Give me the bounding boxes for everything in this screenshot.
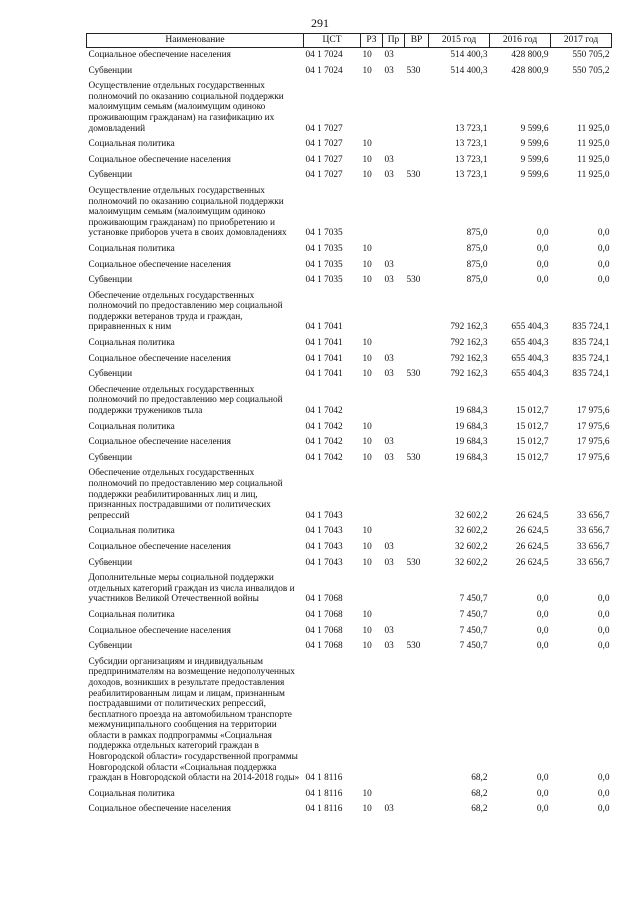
row-name: Субвенции (88, 65, 133, 76)
table-row (87, 624, 612, 640)
table-row (87, 383, 612, 420)
row-name: Социальное обеспечение населения (88, 804, 231, 815)
row-value-2016: 0,0 (536, 243, 549, 254)
row-vr (405, 258, 429, 274)
row-cst: 04 1 7042 (305, 406, 343, 417)
row-rz: 10 (362, 259, 372, 270)
row-value-2015: 514 400,3 (450, 50, 488, 60)
header-rz: РЗ (361, 34, 383, 48)
row-cst: 04 1 8116 (305, 804, 343, 815)
row-pr: 03 (384, 259, 394, 270)
row-vr (405, 540, 429, 556)
row-value-2015: 32 602,2 (454, 510, 488, 521)
row-cst: 04 1 7035 (305, 275, 343, 286)
row-name: Субсидии организациям и индивидуальным предпринимателям на возмещение недополученных доходов, возникших в результате предоставления реабилитированным лицам и лицам, признанным пострадавшими от политических репрессий, бесплатного проезда на автомобильном транспорте межмуниципального сообщения на территории области в рамках подпрограммы «Социальная поддержка отдельных категорий граждан в Новгородской области» государственной программы Новгородской области «Социальная поддержка граждан в Новгородской области на 2014-2018 годы» (88, 656, 300, 784)
row-value-2015: 68,2 (471, 804, 488, 815)
row-pr: 03 (384, 557, 394, 568)
row-rz (361, 571, 383, 608)
row-name: Субвенции (88, 369, 133, 380)
row-vr: 530 (406, 641, 421, 652)
budget-table (86, 33, 612, 818)
table-row (87, 168, 612, 184)
row-cst: 04 1 7035 (305, 228, 343, 239)
row-pr: 03 (384, 452, 394, 463)
table-row (87, 655, 612, 787)
row-value-2017: 0,0 (597, 625, 610, 636)
row-vr: 530 (406, 170, 421, 181)
row-value-2015: 7 450,7 (459, 641, 488, 652)
row-value-2017: 835 724,1 (572, 322, 610, 333)
table-row (87, 352, 612, 368)
row-value-2016: 428 800,9 (511, 65, 549, 76)
row-rz: 10 (362, 338, 372, 349)
header-pr: Пр (383, 34, 405, 48)
row-value-2015: 19 684,3 (454, 421, 488, 432)
row-value-2016: 9 599,6 (520, 170, 549, 181)
row-name: Социальная политика (88, 788, 175, 799)
row-cst: 04 1 7042 (305, 421, 343, 432)
row-value-2017: 0,0 (597, 773, 610, 784)
row-vr: 530 (406, 557, 421, 568)
row-value-2016: 428 800,9 (511, 50, 549, 60)
row-value-2015: 875,0 (466, 228, 488, 239)
row-value-2015: 514 400,3 (450, 65, 488, 76)
row-cst: 04 1 7043 (305, 526, 343, 537)
row-rz: 10 (362, 609, 372, 620)
row-pr (383, 608, 405, 624)
row-rz: 10 (362, 541, 372, 552)
row-value-2015: 13 723,1 (454, 139, 488, 150)
row-vr (405, 624, 429, 640)
row-rz: 10 (362, 557, 372, 568)
row-value-2015: 13 723,1 (454, 123, 488, 134)
table-row (87, 289, 612, 336)
table-row (87, 273, 612, 289)
table-row (87, 420, 612, 436)
row-value-2017: 11 925,0 (577, 154, 610, 165)
row-value-2015: 19 684,3 (454, 437, 488, 448)
row-rz: 10 (362, 641, 372, 652)
row-cst: 04 1 7027 (305, 139, 343, 150)
row-cst: 04 1 7024 (305, 65, 343, 76)
row-pr: 03 (384, 65, 394, 76)
row-rz (361, 184, 383, 242)
row-name: Социальная политика (88, 139, 175, 150)
row-cst: 04 1 7041 (305, 338, 343, 349)
row-cst: 04 1 7041 (305, 353, 343, 364)
table-row (87, 184, 612, 242)
table-row (87, 639, 612, 655)
row-value-2017: 0,0 (597, 609, 610, 620)
row-name: Дополнительные меры социальной поддержки отдельных категорий граждан из числа инвалидов и участников Великой Отечественной войны (88, 573, 295, 605)
row-cst: 04 1 7027 (305, 170, 343, 181)
row-value-2017: 0,0 (597, 641, 610, 652)
row-vr: 530 (406, 452, 421, 463)
row-cst: 04 1 7035 (305, 259, 343, 270)
row-pr (383, 242, 405, 258)
row-pr: 03 (384, 541, 394, 552)
row-value-2016: 26 624,5 (515, 510, 549, 521)
page-number: 291 (311, 16, 329, 30)
row-value-2015: 875,0 (466, 259, 488, 270)
row-value-2017: 0,0 (597, 788, 610, 799)
row-cst: 04 1 7024 (305, 50, 343, 60)
row-value-2016: 655 404,3 (511, 322, 549, 333)
header-cst: ЦСТ (304, 34, 361, 48)
row-value-2015: 7 450,7 (459, 625, 488, 636)
row-rz: 10 (362, 625, 372, 636)
table-row (87, 571, 612, 608)
row-name: Обеспечение отдельных государственных полномочий по предоставлению мер социальной поддержки ветеранов труда и граждан, приравненных к ним (88, 290, 283, 333)
row-cst: 04 1 7027 (305, 154, 343, 165)
row-pr (383, 420, 405, 436)
row-rz: 10 (362, 421, 372, 432)
row-value-2016: 9 599,6 (520, 154, 549, 165)
header-2016: 2016 год (490, 34, 551, 48)
row-name: Социальная политика (88, 421, 175, 432)
row-cst: 04 1 7041 (305, 369, 343, 380)
row-rz: 10 (362, 437, 372, 448)
table-row (87, 242, 612, 258)
row-value-2015: 32 602,2 (454, 526, 488, 537)
row-value-2016: 0,0 (536, 228, 549, 239)
row-rz: 10 (362, 154, 372, 165)
row-rz: 10 (362, 275, 372, 286)
row-name: Социальное обеспечение населения (88, 154, 231, 165)
row-value-2015: 7 450,7 (459, 594, 488, 605)
table-row (87, 540, 612, 556)
row-name: Субвенции (88, 275, 133, 286)
table-row (87, 367, 612, 383)
row-value-2016: 655 404,3 (511, 353, 549, 364)
row-value-2017: 11 925,0 (577, 123, 610, 134)
row-value-2017: 0,0 (597, 275, 610, 286)
row-value-2015: 875,0 (466, 243, 488, 254)
row-rz (361, 466, 383, 524)
row-vr (405, 608, 429, 624)
row-rz (361, 289, 383, 336)
row-value-2016: 15 012,7 (515, 421, 549, 432)
row-cst: 04 1 8116 (305, 788, 343, 799)
row-pr (383, 524, 405, 540)
table-row (87, 336, 612, 352)
row-cst: 04 1 7027 (305, 123, 343, 134)
row-vr (405, 336, 429, 352)
table-row (87, 64, 612, 80)
row-value-2017: 33 656,7 (576, 510, 610, 521)
row-rz: 10 (362, 369, 372, 380)
table-row (87, 556, 612, 572)
row-cst: 04 1 7043 (305, 510, 343, 521)
header-2017: 2017 год (551, 34, 612, 48)
row-rz (361, 383, 383, 420)
row-value-2016: 15 012,7 (515, 452, 549, 463)
row-vr (405, 79, 429, 137)
row-cst: 04 1 7068 (305, 609, 343, 620)
row-name: Социальная политика (88, 338, 175, 349)
row-rz: 10 (362, 526, 372, 537)
row-pr: 03 (384, 641, 394, 652)
row-name: Обеспечение отдельных государственных полномочий по предоставлению мер социальной поддержки тружеников тыла (88, 384, 283, 417)
row-vr (405, 383, 429, 420)
row-value-2015: 13 723,1 (454, 154, 488, 165)
row-rz: 10 (362, 65, 372, 76)
table-row (87, 435, 612, 451)
row-pr (383, 336, 405, 352)
table-body (87, 48, 612, 819)
row-vr (405, 466, 429, 524)
row-value-2017: 0,0 (597, 259, 610, 270)
row-vr: 530 (406, 65, 421, 76)
row-vr (405, 289, 429, 336)
row-value-2016: 9 599,6 (520, 139, 549, 150)
row-value-2017: 11 925,0 (577, 170, 610, 181)
row-vr (405, 420, 429, 436)
row-value-2016: 9 599,6 (520, 123, 549, 134)
row-value-2016: 0,0 (536, 773, 549, 784)
row-name: Социальное обеспечение населения (88, 259, 231, 270)
row-name: Обеспечение отдельных государственных полномочий по предоставлению мер социальной поддержки реабилитированных лиц и лиц, признанных пострадавшими от политических репрессий (88, 468, 283, 521)
row-rz: 10 (362, 139, 372, 150)
table-row (87, 48, 612, 64)
row-rz: 10 (362, 50, 372, 60)
table-row (87, 608, 612, 624)
row-rz (361, 655, 383, 787)
row-pr: 03 (384, 369, 394, 380)
row-value-2015: 792 162,3 (450, 338, 488, 349)
row-value-2015: 32 602,2 (454, 541, 488, 552)
row-name: Субвенции (88, 170, 133, 181)
row-vr (405, 352, 429, 368)
row-cst: 04 1 7068 (305, 594, 343, 605)
row-name: Социальная политика (88, 526, 175, 537)
row-name: Социальное обеспечение населения (88, 353, 231, 364)
row-value-2016: 26 624,5 (515, 526, 549, 537)
table-row (87, 137, 612, 153)
row-pr: 03 (384, 353, 394, 364)
row-value-2016: 0,0 (536, 609, 549, 620)
row-value-2016: 0,0 (536, 641, 549, 652)
row-value-2016: 26 624,5 (515, 541, 549, 552)
table-row (87, 79, 612, 137)
row-value-2017: 0,0 (597, 594, 610, 605)
row-value-2016: 15 012,7 (515, 406, 549, 417)
row-value-2017: 33 656,7 (576, 557, 610, 568)
row-value-2015: 13 723,1 (454, 170, 488, 181)
row-value-2016: 0,0 (536, 259, 549, 270)
table-row (87, 153, 612, 169)
row-value-2015: 7 450,7 (459, 609, 488, 620)
row-value-2016: 15 012,7 (515, 437, 549, 448)
row-pr (383, 184, 405, 242)
row-value-2015: 19 684,3 (454, 452, 488, 463)
row-vr (405, 524, 429, 540)
row-pr: 03 (384, 275, 394, 286)
row-value-2015: 68,2 (471, 773, 488, 784)
row-rz (361, 79, 383, 137)
row-value-2015: 19 684,3 (454, 406, 488, 417)
row-value-2016: 0,0 (536, 788, 549, 799)
row-rz: 10 (362, 804, 372, 815)
row-pr: 03 (384, 154, 394, 165)
row-value-2017: 550 705,2 (572, 65, 610, 76)
row-value-2016: 26 624,5 (515, 557, 549, 568)
row-value-2016: 0,0 (536, 275, 549, 286)
row-value-2017: 0,0 (597, 243, 610, 254)
row-vr (405, 787, 429, 803)
row-value-2015: 792 162,3 (450, 369, 488, 380)
table-row (87, 258, 612, 274)
table-row (87, 787, 612, 803)
row-value-2016: 655 404,3 (511, 369, 549, 380)
row-pr (383, 289, 405, 336)
row-value-2015: 792 162,3 (450, 322, 488, 333)
row-rz: 10 (362, 170, 372, 181)
row-vr (405, 655, 429, 787)
row-value-2017: 0,0 (597, 228, 610, 239)
row-name: Осуществление отдельных государственных полномочий по оказанию социальной поддержки малоимущим семьям (малоимущим одиноко проживающим гражданам) по приобретению и установке приборов учета в своих домовладениях (88, 185, 287, 239)
row-vr: 530 (406, 275, 421, 286)
row-cst: 04 1 8116 (305, 773, 343, 784)
row-value-2015: 792 162,3 (450, 353, 488, 364)
row-cst: 04 1 7035 (305, 243, 343, 254)
table-row (87, 524, 612, 540)
row-value-2017: 17 975,6 (576, 406, 610, 417)
row-vr (405, 435, 429, 451)
row-vr (405, 184, 429, 242)
row-name: Социальное обеспечение населения (88, 625, 231, 636)
row-pr (383, 655, 405, 787)
row-pr (383, 787, 405, 803)
row-vr: 530 (406, 369, 421, 380)
row-rz: 10 (362, 452, 372, 463)
row-rz: 10 (362, 243, 372, 254)
row-name: Осуществление отдельных государственных полномочий по оказанию социальной поддержки малоимущим семьям (малоимущим одиноко проживающим гражданам) на газификацию их домовладений (88, 81, 284, 134)
table-header-row (87, 34, 612, 48)
row-value-2015: 875,0 (466, 275, 488, 286)
row-vr (405, 48, 429, 64)
row-name: Субвенции (88, 452, 133, 463)
row-vr (405, 242, 429, 258)
row-value-2017: 17 975,6 (576, 421, 610, 432)
row-name: Социальное обеспечение населения (88, 50, 231, 60)
row-value-2017: 33 656,7 (576, 526, 610, 537)
row-value-2017: 17 975,6 (576, 437, 610, 448)
table-row (87, 451, 612, 467)
row-pr: 03 (384, 804, 394, 815)
row-value-2017: 17 975,6 (576, 452, 610, 463)
row-pr (383, 79, 405, 137)
table-row (87, 802, 612, 818)
row-value-2017: 0,0 (597, 804, 610, 815)
row-value-2015: 32 602,2 (454, 557, 488, 568)
row-name: Субвенции (88, 557, 133, 568)
header-2015: 2015 год (429, 34, 490, 48)
row-value-2015: 68,2 (471, 788, 488, 799)
row-name: Социальная политика (88, 609, 175, 620)
row-rz: 10 (362, 788, 372, 799)
header-vr: ВР (405, 34, 429, 48)
row-value-2017: 11 925,0 (577, 139, 610, 150)
row-cst: 04 1 7043 (305, 557, 343, 568)
row-cst: 04 1 7043 (305, 541, 343, 552)
row-vr (405, 137, 429, 153)
row-name: Социальная политика (88, 243, 175, 254)
row-cst: 04 1 7042 (305, 437, 343, 448)
row-rz: 10 (362, 353, 372, 364)
row-name: Социальное обеспечение населения (88, 437, 231, 448)
row-pr (383, 466, 405, 524)
row-value-2017: 835 724,1 (572, 353, 610, 364)
row-cst: 04 1 7042 (305, 452, 343, 463)
header-name: Наименование (87, 34, 304, 48)
row-pr: 03 (384, 437, 394, 448)
row-value-2017: 835 724,1 (572, 338, 610, 349)
row-cst: 04 1 7068 (305, 641, 343, 652)
row-vr (405, 153, 429, 169)
row-cst: 04 1 7041 (305, 322, 343, 333)
table-row (87, 466, 612, 524)
row-pr (383, 137, 405, 153)
row-name: Социальное обеспечение населения (88, 541, 231, 552)
row-value-2017: 33 656,7 (576, 541, 610, 552)
row-value-2016: 0,0 (536, 804, 549, 815)
row-value-2016: 655 404,3 (511, 338, 549, 349)
row-pr: 03 (384, 50, 394, 60)
row-pr (383, 571, 405, 608)
row-pr: 03 (384, 625, 394, 636)
row-value-2016: 0,0 (536, 594, 549, 605)
row-value-2017: 550 705,2 (572, 50, 610, 60)
row-name: Субвенции (88, 641, 133, 652)
row-vr (405, 571, 429, 608)
row-pr (383, 383, 405, 420)
row-value-2016: 0,0 (536, 625, 549, 636)
row-cst: 04 1 7068 (305, 625, 343, 636)
row-vr (405, 802, 429, 818)
row-pr: 03 (384, 170, 394, 181)
row-value-2017: 835 724,1 (572, 369, 610, 380)
